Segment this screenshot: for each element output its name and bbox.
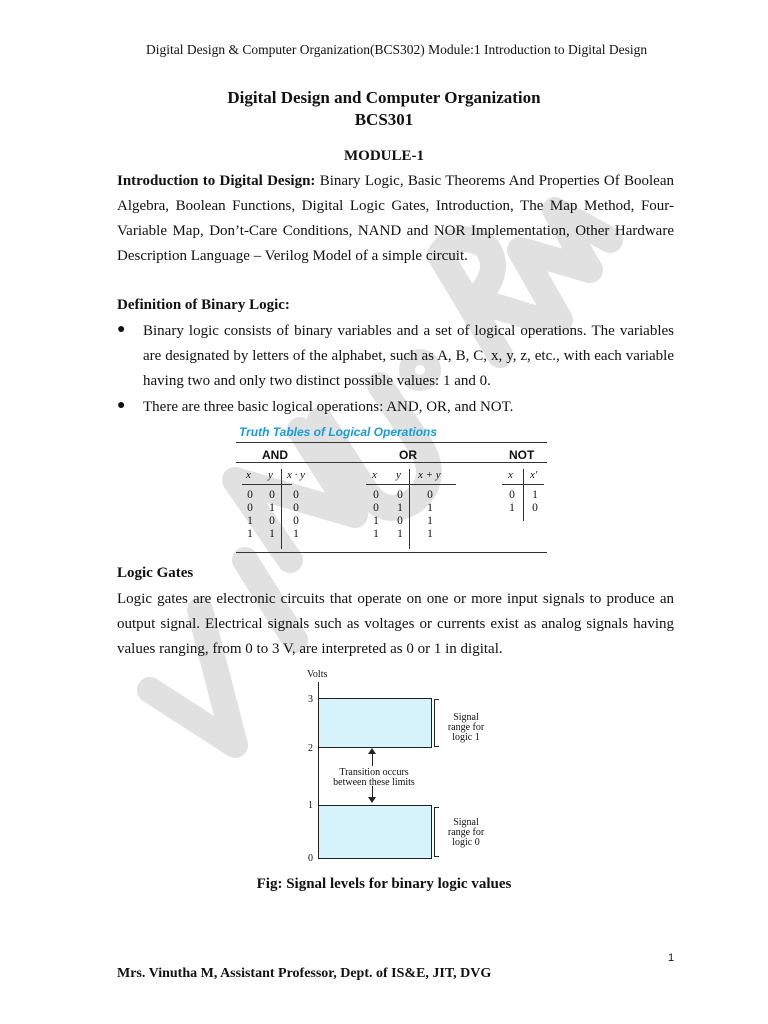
up-arrow-head bbox=[368, 748, 376, 754]
module-label: MODULE-1 bbox=[344, 148, 424, 164]
course-code: BCS301 bbox=[354, 110, 414, 129]
or-col-rule bbox=[366, 484, 456, 485]
logic-0-label bbox=[444, 818, 488, 848]
table-bottom-rule bbox=[236, 552, 547, 553]
logic-1-label-line: Signal bbox=[453, 712, 479, 723]
table-top-rule bbox=[236, 442, 547, 443]
running-header: Digital Design & Computer Organization(BCS302) Module:1 Introduction to Digital Design bbox=[146, 42, 648, 57]
or-cell: 0 bbox=[373, 502, 379, 514]
transition-label bbox=[322, 768, 426, 788]
or-cell: 1 bbox=[427, 528, 433, 540]
logic-1-label bbox=[444, 713, 488, 743]
logic-0-label-line: logic 0 bbox=[452, 837, 480, 848]
not-cell: 1 bbox=[509, 502, 515, 514]
transition-label-line: between these limits bbox=[333, 777, 415, 788]
and-cell: 0 bbox=[247, 489, 253, 501]
bullet-binary-logic: Binary logic consists of binary variables and a set of logical operations. The variables are designated by letters of the alphabet, such as A, B, C, x, y, z, etc., with each variable having two and only two distinct possible values: 1 and 0. bbox=[143, 323, 674, 389]
and-divider bbox=[281, 469, 282, 549]
logic-0-label-line: Signal bbox=[453, 817, 479, 828]
tick-2: 2 bbox=[308, 743, 313, 754]
and-cell: 0 bbox=[293, 515, 299, 527]
or-table-title: OR bbox=[399, 448, 417, 462]
not-cell: 0 bbox=[532, 502, 538, 514]
and-cell: 0 bbox=[293, 489, 299, 501]
logic-0-bracket bbox=[434, 807, 439, 857]
logic-1-range-box bbox=[318, 698, 432, 748]
tick-1: 1 bbox=[308, 800, 313, 811]
signal-levels-diagram bbox=[300, 668, 500, 868]
binary-logic-heading: Definition of Binary Logic: bbox=[117, 297, 290, 313]
not-cell: 0 bbox=[509, 489, 515, 501]
or-col-y: y bbox=[396, 469, 401, 481]
or-col-out: x + y bbox=[418, 469, 441, 481]
or-cell: 1 bbox=[397, 528, 403, 540]
figure-caption: Fig: Signal levels for binary logic values bbox=[256, 876, 512, 892]
and-cell: 0 bbox=[247, 502, 253, 514]
or-divider bbox=[409, 469, 410, 549]
not-col-out: x′ bbox=[530, 469, 538, 481]
and-cell: 0 bbox=[293, 502, 299, 514]
bullet-operations: There are three basic logical operations: AND, OR, and NOT. bbox=[143, 399, 514, 415]
and-cell: 1 bbox=[293, 528, 299, 540]
logic-gates-heading: Logic Gates bbox=[117, 565, 194, 581]
down-arrow-head bbox=[368, 797, 376, 803]
and-cell: 0 bbox=[269, 489, 275, 501]
document-title: Digital Design and Computer Organization bbox=[227, 88, 541, 107]
or-col-x: x bbox=[372, 469, 377, 481]
or-cell: 1 bbox=[397, 502, 403, 514]
and-col-rule bbox=[242, 484, 292, 485]
or-cell: 1 bbox=[373, 528, 379, 540]
or-cell: 0 bbox=[397, 515, 403, 527]
and-cell: 1 bbox=[269, 502, 275, 514]
and-cell: 0 bbox=[269, 515, 275, 527]
not-cell: 1 bbox=[532, 489, 538, 501]
and-col-y: y bbox=[268, 469, 273, 481]
and-cell: 1 bbox=[269, 528, 275, 540]
and-cell: 1 bbox=[247, 515, 253, 527]
not-table-title: NOT bbox=[509, 448, 535, 462]
not-col-x: x bbox=[508, 469, 513, 481]
and-col-out: x · y bbox=[287, 469, 306, 481]
or-cell: 1 bbox=[427, 502, 433, 514]
tick-0: 0 bbox=[308, 853, 313, 864]
or-cell: 0 bbox=[397, 489, 403, 501]
bullet-dot: ● bbox=[117, 322, 126, 337]
logic-0-range-box bbox=[318, 805, 432, 859]
and-col-x: x bbox=[246, 469, 251, 481]
intro-lead: Introduction to Digital Design: bbox=[117, 173, 316, 189]
logic-gates-paragraph: Logic gates are electronic circuits that operate on one or more input signals to produce an output signal. Electrical signals such as voltages or currents exist as analog signals having values ranging, from 0 to 3 V, are interpreted as 0 or 1 in digital. bbox=[117, 591, 674, 657]
up-arrow-shaft bbox=[372, 752, 373, 766]
logic-1-bracket bbox=[434, 699, 439, 747]
volts-axis-label: Volts bbox=[307, 669, 328, 680]
or-cell: 0 bbox=[427, 489, 433, 501]
intro-paragraph bbox=[117, 169, 674, 269]
and-table-title: AND bbox=[262, 448, 288, 462]
logic-1-label-line: logic 1 bbox=[452, 732, 480, 743]
logic-0-label-line: range for bbox=[447, 827, 485, 838]
transition-label-line: Transition occurs bbox=[339, 767, 409, 778]
footer-author: Mrs. Vinutha M, Assistant Professor, Dept. of IS&E, JIT, DVG bbox=[117, 966, 492, 981]
not-divider bbox=[523, 469, 524, 521]
page-number: 1 bbox=[668, 952, 675, 964]
truth-table-title: Truth Tables of Logical Operations bbox=[239, 425, 438, 439]
not-col-rule bbox=[502, 484, 544, 485]
and-cell: 1 bbox=[247, 528, 253, 540]
or-cell: 0 bbox=[373, 489, 379, 501]
intro-text: Binary Logic, Basic Theorems And Properties Of Boolean Algebra, Boolean Functions, Digital Logic Gates, Introduction, The Map Method, Four-Variable Map, Don’t-Care Conditions, NAND and NOR Implementation, Other Hardware Description Language – Verilog Model of a simple circuit. bbox=[117, 173, 674, 264]
logic-1-label-line: range for bbox=[447, 722, 485, 733]
bullet-dot: ● bbox=[117, 398, 126, 413]
tick-3: 3 bbox=[308, 694, 313, 705]
or-cell: 1 bbox=[373, 515, 379, 527]
table-header-rule bbox=[236, 462, 547, 463]
or-cell: 1 bbox=[427, 515, 433, 527]
